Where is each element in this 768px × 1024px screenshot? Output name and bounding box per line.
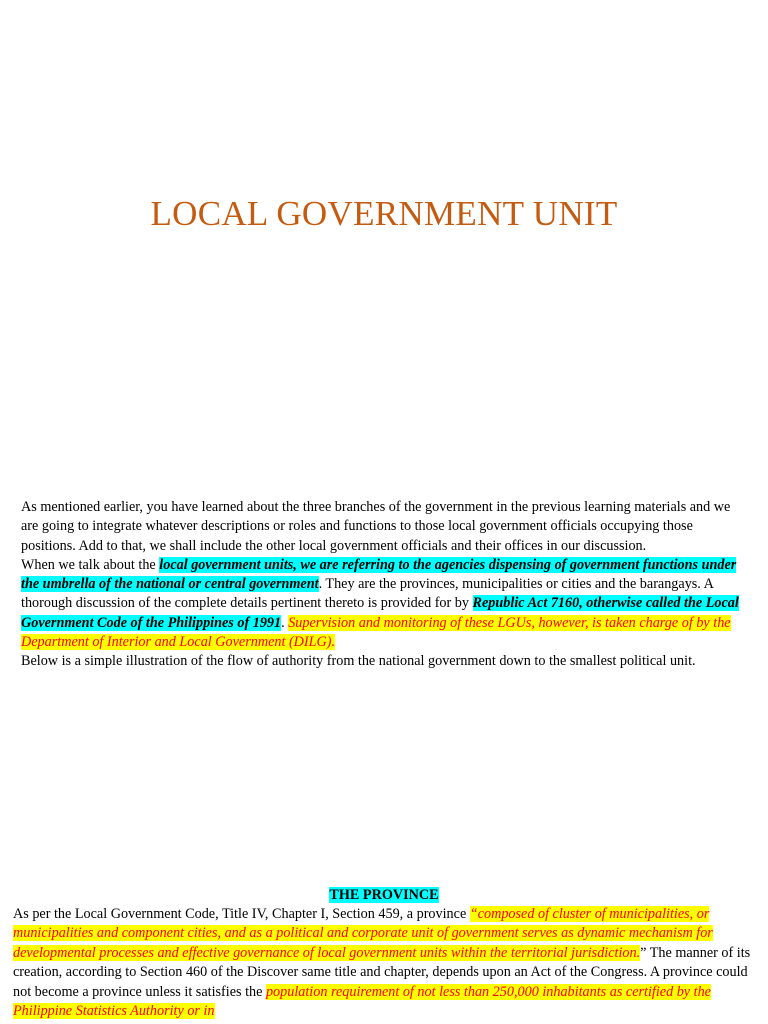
province-lead-text: As per the Local Government Code, Title IV, Chapter I, Section 459, a province — [13, 906, 470, 922]
intro-paragraph-2 — [21, 556, 751, 652]
lgu-definition-highlight: local government units, we are referring to the agencies dispensing of government functions under the umbrella of the national or central government — [21, 556, 737, 593]
population-requirement-highlight: population requirement of not less than 250,000 inhabitants as certified by the Philippine Statistics Authority or in — [13, 983, 711, 1020]
province-definition-highlight: “composed of cluster of municipalities, or municipalities and component cities, and as a political and corporate unit of government serves as dynamic mechanism for developmental processes and effective governance of local government units within the territorial jurisdiction. — [13, 906, 713, 961]
intro-section — [21, 498, 751, 672]
intro-paragraph-3: Below is a simple illustration of the flow of authority from the national government down to the smallest political unit. — [21, 653, 696, 670]
province-heading: THE PROVINCE — [329, 887, 439, 903]
para2-lead-text: When we talk about the — [21, 556, 160, 573]
province-after-definition: ” The manner of its creation, according to Section 460 of the Discover same title and chapter, depends upon an Act of the Congress. A province could not become a province unless it satisfies the — [13, 944, 751, 1000]
page-title: LOCAL GOVERNMENT UNIT — [150, 194, 618, 233]
province-heading-row — [0, 885, 768, 905]
para2-separator: . — [281, 614, 289, 631]
province-paragraph — [13, 905, 757, 1021]
dilg-supervision-highlight: Supervision and monitoring of these LGUs, however, is taken charge of by the Department of Interior and Local Government (DILG). — [21, 614, 731, 651]
intro-paragraph-1: As mentioned earlier, you have learned about the three branches of the government in the previous learning materials and we are going to integrate whatever descriptions or roles and functions to those local government officials occupying those positions. Add to that, we shall include the other local government officials and their offices in our discussion. — [21, 499, 731, 554]
para2-mid-text: . They are the provinces, municipalities or cities and the barangays. A thorough discussion of the complete details pertinent thereto is provided for by — [21, 576, 714, 612]
republic-act-highlight: Republic Act 7160, otherwise called the Local Government Code of the Philippines of 1991 — [21, 595, 739, 631]
